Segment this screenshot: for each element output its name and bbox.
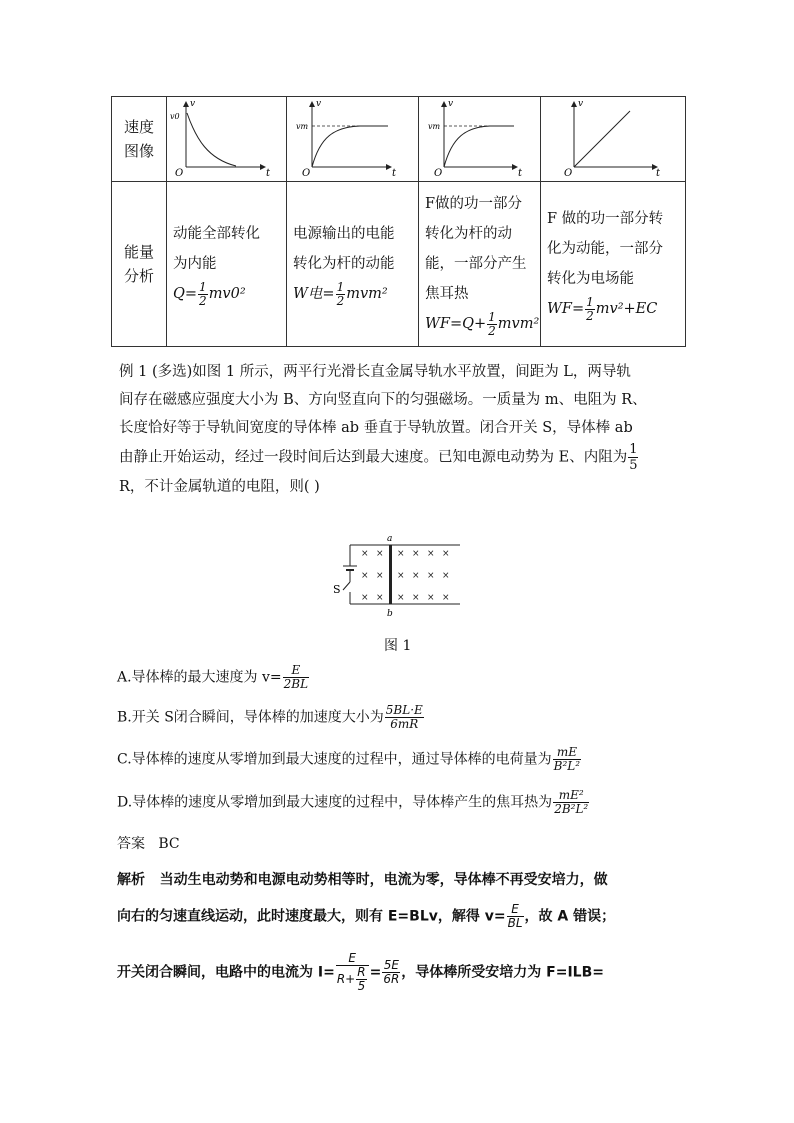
switch-label: S [333, 583, 341, 596]
svg-text:×: × [412, 571, 420, 581]
svg-text:×: × [397, 593, 405, 603]
frac-num: 1 [199, 279, 207, 294]
graph-t-label: t [655, 168, 660, 177]
graph-origin-label: O [301, 168, 310, 177]
frac-num: 1 [629, 442, 638, 457]
graph-vm-label: vm [295, 122, 308, 131]
problem-line [119, 442, 684, 473]
cell-text: 电源输出的电能 [293, 226, 395, 242]
graph-linear [542, 97, 685, 177]
graph-origin-label: O [433, 168, 442, 177]
option-c [117, 746, 582, 773]
frac-num: E [283, 664, 309, 678]
graph-v-label: v [577, 99, 583, 109]
analysis-text: = [369, 964, 382, 981]
frac-num: mE² [553, 789, 589, 803]
option-a [117, 664, 310, 691]
cell-text: 焦耳热 [425, 286, 469, 302]
cell-text: 转化为杆的动能 [293, 256, 395, 272]
graph-origin-label: O [563, 168, 572, 177]
graph-cell-3 [419, 97, 541, 182]
graph-rise-1 [288, 97, 418, 177]
rod-label-a: a [387, 534, 393, 544]
svg-text:×: × [442, 571, 450, 581]
nested-fraction [356, 966, 366, 993]
formula-part: mv0² [208, 286, 246, 302]
graph-origin-label: O [174, 168, 183, 177]
analysis-line-1 [117, 869, 608, 889]
formula-part: mvm² [497, 316, 540, 332]
frac-den: 2 [586, 308, 594, 323]
fraction [507, 903, 524, 930]
row-label-speed-graph [112, 97, 167, 182]
cell-text: 能，一部分产生 [425, 256, 527, 272]
graph-v0-label: v0 [169, 112, 180, 121]
cell-text: 转化为杆的动 [425, 226, 512, 242]
graph-rise-2 [420, 97, 540, 177]
analysis-text: ，导体棒所受安培力为 F=ILB= [401, 964, 604, 981]
frac-den: 5 [357, 979, 366, 993]
frac-den: B²L² [553, 759, 581, 773]
problem-line-text: 由静止开始运动，经过一段时间后达到最大速度。已知电源电动势为 E、内阻为 [119, 449, 628, 466]
svg-text:×: × [376, 593, 384, 603]
cell-formula [547, 294, 679, 324]
svg-text:×: × [442, 593, 450, 603]
energy-cell-3 [419, 182, 541, 347]
graph-cell-2 [287, 97, 419, 182]
cell-text: F 做的功一部分转 [547, 211, 664, 227]
frac-den: 6R [383, 972, 400, 986]
problem-line: 例 1 (多选)如图 1 所示，两平行光滑长直金属导轨水平放置，间距为 L，两导轨 [119, 364, 631, 380]
graph-t-label: t [517, 168, 522, 177]
frac-den: BL [507, 916, 523, 930]
row-label-text: 能量 [123, 243, 154, 261]
frac-den: 5 [629, 458, 638, 473]
analysis-text: 开关闭合瞬间，电路中的电流为 I= [117, 964, 335, 981]
fraction [628, 442, 638, 473]
frac-den: 2BL [283, 677, 309, 691]
cell-formula [173, 279, 280, 309]
graph-decay [168, 97, 286, 177]
problem-line: R，不计金属轨道的电阻，则( ) [119, 479, 320, 495]
analysis-line-2 [117, 903, 615, 930]
svg-text:×: × [427, 549, 435, 559]
rod-label-b: b [387, 609, 393, 618]
cell-formula [293, 279, 412, 309]
frac-num: R [357, 965, 366, 979]
svg-text:×: × [412, 549, 420, 559]
frac-den: 2 [488, 323, 496, 338]
comparison-table [111, 96, 686, 347]
analysis-text: 当动生电动势和电源电动势相等时，电流为零，导体棒不再受安培力，做 [159, 872, 608, 888]
analysis-text: ，故 A 错误； [524, 908, 616, 925]
energy-cell-4 [541, 182, 686, 347]
svg-text:×: × [397, 549, 405, 559]
graph-t-label: t [265, 168, 270, 177]
graph-cell-4 [541, 97, 686, 182]
svg-text:×: × [361, 549, 369, 559]
frac-num: 1 [586, 294, 594, 309]
option-text: B.开关 S闭合瞬间，导体棒的加速度大小为 [117, 709, 384, 726]
fraction [336, 952, 369, 993]
cell-text: 化为动能，一部分 [547, 241, 663, 257]
frac-num: 1 [488, 309, 496, 324]
fraction [198, 281, 208, 308]
svg-text:×: × [427, 593, 435, 603]
fraction [283, 664, 309, 691]
formula-part: WF= [547, 301, 585, 317]
svg-text:×: × [427, 571, 435, 581]
svg-text:×: × [376, 549, 384, 559]
frac-num: E [336, 952, 369, 966]
analysis-text: 向右的匀速直线运动，此时速度最大，则有 E=BLv，解得 v= [117, 908, 506, 925]
formula-part: mv²+EC [595, 301, 658, 317]
svg-text:×: × [361, 571, 369, 581]
row-label-energy [112, 182, 167, 347]
fraction [336, 281, 346, 308]
circuit-figure [330, 532, 470, 618]
graph-v-label: v [447, 99, 453, 109]
graph-v-label: v [189, 99, 195, 109]
option-text: D.导体棒的速度从零增加到最大速度的过程中，导体棒产生的焦耳热为 [117, 794, 553, 811]
answer [117, 833, 180, 853]
graph-t-label: t [391, 168, 396, 177]
svg-text:×: × [442, 549, 450, 559]
formula-part: W电= [293, 286, 335, 302]
analysis-line-3 [117, 952, 604, 993]
energy-cell-2 [287, 182, 419, 347]
magnetic-field-crosses [361, 549, 450, 603]
frac-den-part: R+ [336, 972, 356, 986]
frac-num: E [507, 903, 524, 917]
formula-part: WF=Q+ [425, 316, 487, 332]
frac-den [336, 966, 369, 993]
fraction [382, 959, 400, 986]
frac-den: 6mR [390, 717, 419, 731]
option-text: A.导体棒的最大速度为 v= [117, 669, 282, 686]
answer-label: 答案 [117, 836, 145, 852]
row-label-text: 速度 [123, 118, 154, 136]
svg-text:×: × [361, 593, 369, 603]
cell-text: 为内能 [173, 256, 217, 272]
option-text: C.导体棒的速度从零增加到最大速度的过程中，通过导体棒的电荷量为 [117, 751, 552, 768]
fraction [585, 296, 595, 323]
frac-num: 1 [336, 279, 345, 294]
option-b [117, 704, 425, 731]
energy-cell-1 [167, 182, 287, 347]
problem-line: 间存在磁感应强度大小为 B、方向竖直向下的匀强磁场。一质量为 m、电阻为 R、 [119, 392, 647, 408]
formula-part: Q= [173, 286, 198, 302]
analysis-label: 解析 [117, 872, 145, 888]
frac-num: mE [553, 746, 581, 760]
cell-text: F做的功一部分 [425, 196, 523, 212]
row-label-text: 分析 [123, 267, 154, 285]
figure-caption: 图 1 [384, 638, 412, 654]
problem-text [119, 358, 684, 501]
answer-value: BC [158, 836, 180, 852]
row-label-text: 图像 [123, 142, 154, 160]
frac-den: 2B²L² [554, 802, 589, 816]
frac-num: 5E [383, 958, 399, 972]
graph-v-label: v [315, 99, 321, 109]
fraction [487, 311, 497, 338]
formula-part: mvm² [346, 286, 388, 302]
cell-formula [425, 309, 540, 339]
svg-text:×: × [376, 571, 384, 581]
cell-text: 转化为电场能 [547, 271, 634, 287]
fraction [385, 704, 424, 731]
frac-den: 2 [336, 293, 345, 308]
fraction [553, 746, 581, 773]
fraction [553, 789, 589, 816]
graph-cell-1 [167, 97, 287, 182]
problem-line: 长度恰好等于导轨间宽度的导体棒 ab 垂直于导轨放置。闭合开关 S，导体棒 ab [119, 420, 633, 436]
cell-text: 动能全部转化 [173, 226, 260, 242]
option-d [117, 789, 590, 816]
svg-text:×: × [397, 571, 405, 581]
frac-num: 5BL·E [385, 703, 423, 717]
graph-vm-label: vm [427, 122, 440, 131]
svg-text:×: × [412, 593, 420, 603]
frac-den: 2 [199, 293, 207, 308]
